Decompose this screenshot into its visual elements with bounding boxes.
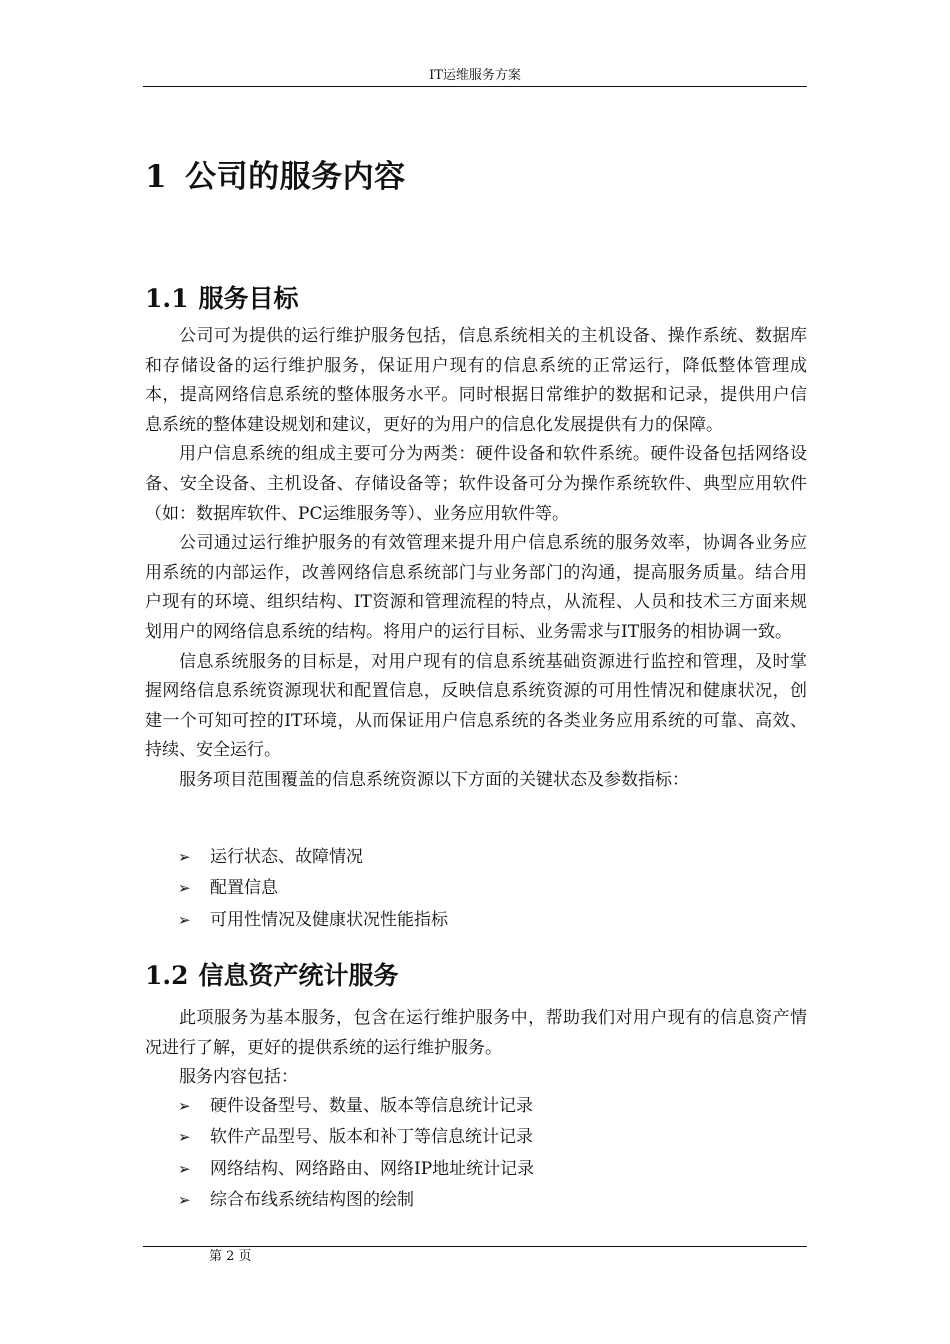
paragraph: 此项服务为基本服务，包含在运行维护服务中，帮助我们对用户现有的信息资产情况进行了解，更好的提供系统的运行维护服务。 <box>145 1008 807 1058</box>
section-number: 1.1 <box>145 284 189 313</box>
list-item: ➢ 配置信息 <box>145 873 807 904</box>
arrow-bullet-icon: ➢ <box>178 1159 191 1178</box>
section-title: 服务目标 <box>198 284 299 313</box>
arrow-bullet-icon: ➢ <box>178 848 191 866</box>
arrow-bullet-icon: ➢ <box>178 910 191 929</box>
section-1-1-body <box>145 322 807 796</box>
footer-rule <box>143 1246 807 1247</box>
list-item: ➢ 可用性情况及健康状况性能指标 <box>145 905 807 936</box>
arrow-bullet-icon: ➢ <box>178 1097 191 1115</box>
list-item: ➢ 硬件设备型号、数量、版本等信息统计记录 <box>145 1091 807 1122</box>
list-item: ➢ 运行状态、故障情况 <box>145 842 807 873</box>
arrow-bullet-icon: ➢ <box>178 879 191 898</box>
list-item: ➢ 网络结构、网络路由、网络IP地址统计记录 <box>145 1154 807 1185</box>
section-heading-1-1 <box>145 282 299 316</box>
list-item: ➢ 软件产品型号、版本和补丁等信息统计记录 <box>145 1122 807 1153</box>
paragraph: 服务内容包括： <box>179 1067 298 1088</box>
section-title: 信息资产统计服务 <box>198 961 399 990</box>
list-item: ➢ 综合布线系统结构图的绘制 <box>145 1185 807 1216</box>
arrow-bullet-icon: ➢ <box>178 1128 191 1147</box>
page-number: 第 2 页 <box>209 1249 252 1264</box>
paragraph: 用户信息系统的组成主要可分为两类：硬件设备和软件系统。硬件设备包括网络设备、安全设备、主机设备、存储设备等；软件设备可分为操作系统软件、典型应用软件（如：数据库软件、PC运维服务等）、业务应用软件等。 <box>145 444 807 524</box>
section-1-2-body <box>145 1004 807 1093</box>
chapter-number: 1 <box>145 159 168 195</box>
section-1-2-bullet-list <box>145 1091 807 1216</box>
section-number: 1.2 <box>145 961 189 990</box>
paragraph: 服务项目范围覆盖的信息系统资源以下方面的关键状态及参数指标： <box>179 769 689 790</box>
paragraph: 信息系统服务的目标是，对用户现有的信息系统基础资源进行监控和管理，及时掌握网络信息系统资源现状和配置信息，反映信息系统资源的可用性情况和健康状况，创建一个可知可控的IT环境，从而保证用户信息系统的各类业务应用系统的可靠、高效、持续、安全运行。 <box>145 651 807 761</box>
chapter-title: 公司的服务内容 <box>185 159 406 195</box>
page-header: IT运维服务方案 <box>429 68 521 83</box>
section-1-1-bullet-list <box>145 842 807 936</box>
paragraph: 公司可为提供的运行维护服务包括，信息系统相关的主机设备、操作系统、数据库和存储设备的运行维护服务，保证用户现有的信息系统的正常运行，降低整体管理成本，提高网络信息系统的整体服务水平。同时根据日常维护的数据和记录，提供用户信息系统的整体建设规划和建议，更好的为用户的信息化发展提供有力的保障。 <box>145 326 807 435</box>
chapter-heading <box>145 153 406 201</box>
paragraph: 公司通过运行维护服务的有效管理来提升用户信息系统的服务效率，协调各业务应用系统的内部运作，改善网络信息系统部门与业务部门的沟通，提高服务质量。结合用户现有的环境、组织结构、IT资源和管理流程的特点，从流程、人员和技术三方面来规划用户的网络信息系统的结构。将用户的运行目标、业务需求与IT服务的相协调一致。 <box>145 533 807 642</box>
section-heading-1-2 <box>145 959 399 993</box>
header-rule <box>143 86 807 87</box>
arrow-bullet-icon: ➢ <box>178 1190 191 1209</box>
